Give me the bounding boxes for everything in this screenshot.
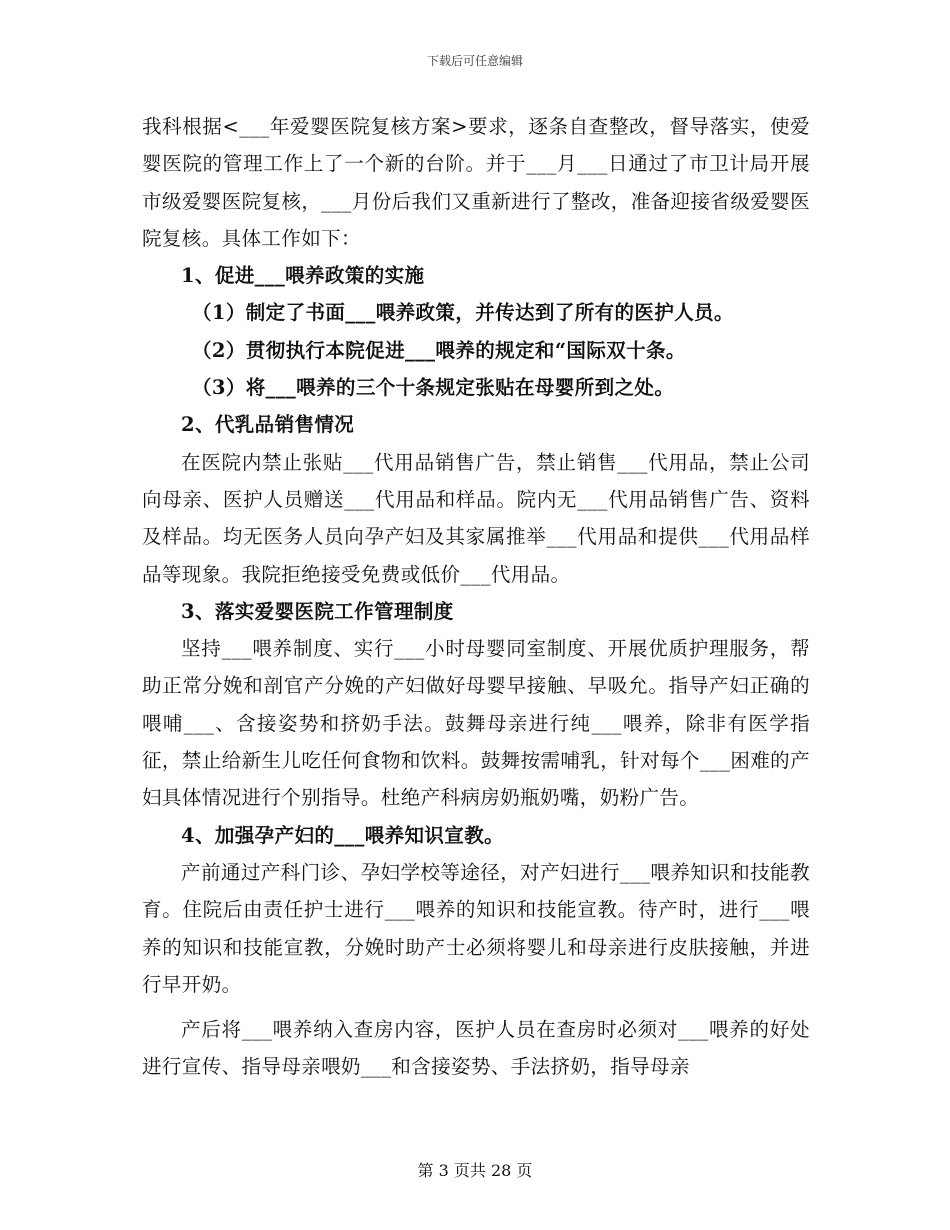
section-1-item-3: （3）将___喂养的三个十条规定张贴在母婴所到之处。: [192, 376, 675, 400]
page-footer: 第 3 页共 28 页: [417, 1161, 533, 1180]
intro-paragraph: 我科根据<___年爱婴医院复核方案>要求，逐条自查整改，督导落实，使爱婴医院的管理工作上了一个新的台阶。并于___月___日通过了市卫计局开展市级爱婴医院复核，___月份后我们又重新进行了整改，准备迎接省级爱婴医院复核。具体工作如下：: [142, 115, 810, 250]
section-4-paragraph-2: 产后将___喂养纳入查房内容，医护人员在查房时必须对___喂养的好处进行宣传、指导母亲喂奶___和含接姿势、手法挤奶，指导母亲: [142, 1018, 810, 1079]
section-2-heading: 2、代乳品销售情况: [181, 413, 355, 437]
section-3-heading: 3、落实爱婴医院工作管理制度: [181, 599, 454, 623]
section-1-item-1: （1）制定了书面___喂养政策，并传达到了所有的医护人员。: [192, 301, 734, 325]
section-1-item-2: （2）贯彻执行本院促进___喂养的规定和“国际双十条。: [192, 338, 686, 362]
document-body: [142, 108, 810, 1086]
page-header: 下载后可任意编辑: [426, 54, 523, 68]
section-4-heading: 4、加强孕产妇的___喂养知识宣教。: [181, 823, 505, 847]
paragraph-spacer: [142, 1003, 810, 1011]
section-4-paragraph-1: 产前通过产科门诊、孕妇学校等途径，对产妇进行___喂养知识和技能教育。住院后由责任护士进行___喂养的知识和技能宣教。待产时，进行___喂养的知识和技能宣教，分娩时助产士必须将婴儿和母亲进行皮肤接触，并进行早开奶。: [142, 860, 810, 996]
section-1-heading: 1、促进___喂养政策的实施: [181, 264, 425, 288]
section-2-paragraph: 在医院内禁止张贴___代用品销售广告，禁止销售___代用品，禁止公司向母亲、医护人员赠送___代用品和样品。院内无___代用品销售广告、资料及样品。均无医务人员向孕产妇及其家属推举___代用品和提供___代用品样品等现象。我院拒绝接受免费或低价___代用品。: [142, 450, 810, 586]
section-3-paragraph: 坚持___喂养制度、实行___小时母婴同室制度、开展优质护理服务，帮助正常分娩和剖官产分娩的产妇做好母婴早接触、早吸允。指导产妇正确的喂哺___、含接姿势和挤奶手法。鼓舞母亲进行纯___喂养，除非有医学指征，禁止给新生儿吃任何食物和饮料。鼓舞按需哺乳，针对每个___困难的产妇具体情况进行个别指导。杜绝产科病房奶瓶奶嘴，奶粉广告。: [142, 637, 810, 810]
